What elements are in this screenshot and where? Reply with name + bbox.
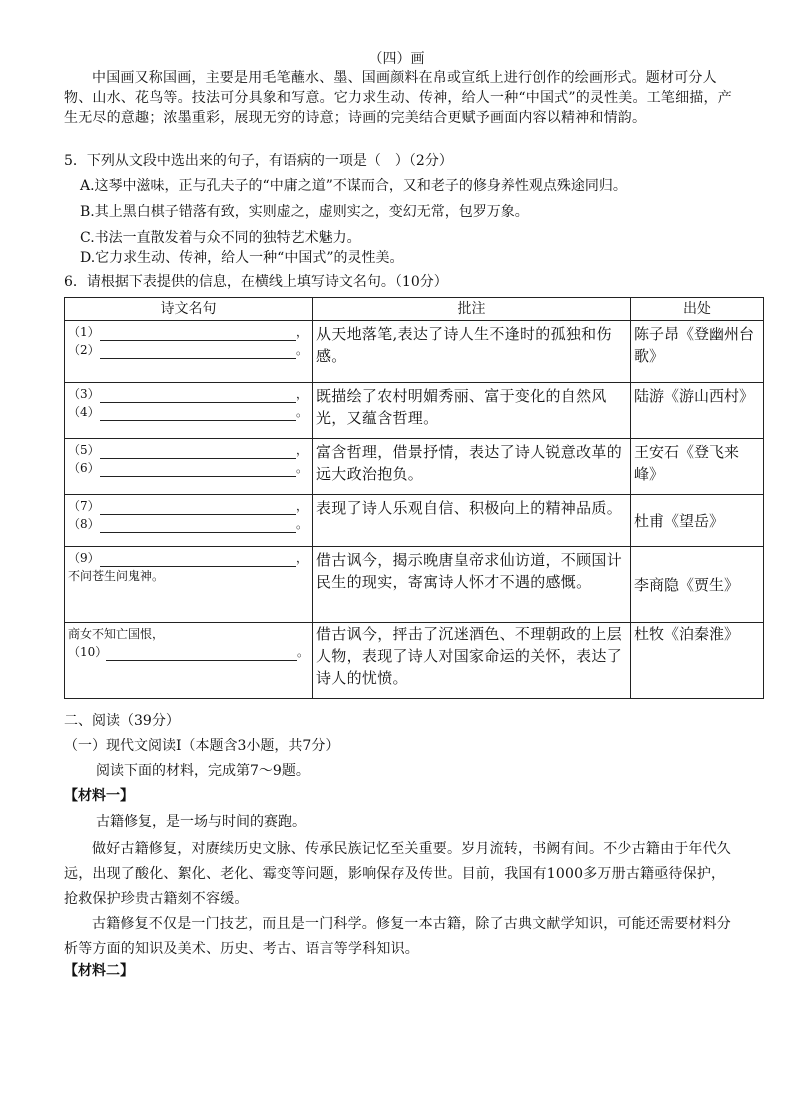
- punct: ，: [296, 387, 309, 401]
- source-cell: 陆游《游山西村》: [631, 383, 764, 439]
- verse-cell: [65, 623, 313, 699]
- header-source: 出处: [631, 298, 764, 321]
- answer-blank-8[interactable]: [100, 519, 296, 533]
- q6-stem: 6．请根据下表提供的信息，在横线上填写诗文名句。（10分）: [64, 274, 448, 290]
- punct: 。: [296, 343, 309, 357]
- punct: 。: [296, 517, 309, 531]
- material-one-p3: 古籍修复不仅是一门技艺，而且是一门科学。修复一本古籍，除了古典文献学知识，可能还需要材料分析等方面的知识及美术、历史、考古、语言等学科知识。: [64, 916, 731, 957]
- answer-blank-4[interactable]: [100, 407, 296, 421]
- verse-cell: [65, 321, 313, 383]
- blank-number: （5）: [68, 443, 100, 457]
- note-cell: 从天地落笔,表达了诗人生不逢时的孤独和伤感。: [313, 321, 631, 383]
- table-row: [65, 495, 764, 547]
- material-two-label: 【材料二】: [64, 963, 134, 979]
- answer-blank-1[interactable]: [100, 327, 296, 341]
- blank-number: （10）: [68, 645, 108, 659]
- blank-number: （6）: [68, 461, 100, 475]
- punct: ，: [296, 499, 309, 513]
- blank-number: （9）: [68, 551, 100, 565]
- verse-cell: [65, 495, 313, 547]
- note-cell: 富含哲理，借景抒情，表达了诗人锐意改革的远大政治抱负。: [313, 439, 631, 495]
- q5-option-a: A.这琴中滋味，正与孔夫子的“中庸之道”不谋而合，又和老子的修身养性观点殊途同归。: [80, 178, 627, 194]
- note-cell: 借古讽今，抨击了沉迷酒色、不理朝政的上层人物，表现了诗人对国家命运的关怀，表达了诗人的忧愤。: [313, 623, 631, 699]
- material-one-p1: 古籍修复，是一场与时间的赛跑。: [96, 814, 306, 830]
- reading-title: 二、阅读（39分）: [64, 713, 180, 729]
- poem-table: [64, 297, 764, 699]
- blank-number: （8）: [68, 517, 100, 531]
- header-note: 批注: [313, 298, 631, 321]
- note-cell: 表现了诗人乐观自信、积极向上的精神品质。: [313, 495, 631, 547]
- given-verse: 商女不知亡国恨，: [68, 627, 165, 641]
- blank-number: （1）: [68, 325, 100, 339]
- table-row: [65, 439, 764, 495]
- q5-option-b: B.其上黑白棋子错落有致，实则虚之，虚则实之，变幻无常，包罗万象。: [80, 204, 529, 220]
- blank-number: （7）: [68, 499, 100, 513]
- table-row: [65, 321, 764, 383]
- answer-blank-5[interactable]: [100, 445, 296, 459]
- punct: ，: [296, 325, 309, 339]
- answer-blank-6[interactable]: [100, 463, 296, 477]
- punct: ，: [296, 551, 309, 565]
- answer-blank-10[interactable]: [106, 647, 297, 661]
- painting-paragraph: 中国画又称国画，主要是用毛笔蘸水、墨、国画颜料在帛或宣纸上进行创作的绘画形式。题材可分人物、山水、花鸟等。技法可分具象和写意。它力求生动、传神，给人一种“中国式”的灵性美。工笔细描，产生无尽的意趣；浓墨重彩，展现无穷的诗意；诗画的完美结合更赋予画面内容以精神和情韵。: [64, 70, 732, 126]
- table-row: [65, 383, 764, 439]
- answer-blank-9[interactable]: [100, 553, 296, 567]
- source-cell: 王安石《登飞来峰》: [631, 439, 764, 495]
- material-one-label: 【材料一】: [64, 788, 134, 804]
- given-verse: 不问苍生问鬼神。: [68, 569, 165, 583]
- answer-blank-2[interactable]: [100, 345, 296, 359]
- source-cell: 杜牧《泊秦淮》: [631, 623, 764, 699]
- table-row: [65, 547, 764, 623]
- punct: 。: [296, 645, 309, 659]
- punct: 。: [296, 405, 309, 419]
- source-cell: 李商隐《贾生》: [631, 547, 764, 623]
- reading-subtitle: （一）现代文阅读Ⅰ（本题含3小题，共7分）: [64, 738, 340, 754]
- blank-number: （3）: [68, 387, 100, 401]
- q5-stem: 5．下列从文段中选出来的句子，有语病的一项是（ ）（2分）: [64, 153, 453, 169]
- punct: ，: [296, 443, 309, 457]
- source-cell: 陈子昂《登幽州台歌》: [631, 321, 764, 383]
- q5-option-c: C.书法一直散发着与众不同的独特艺术魅力。: [80, 230, 361, 246]
- table-row: [65, 623, 764, 699]
- verse-cell: [65, 439, 313, 495]
- material-one-p2: 做好古籍修复，对赓续历史文脉、传承民族记忆至关重要。岁月流转，书阙有间。不少古籍由于年代久远，出现了酸化、絮化、老化、霉变等问题，影响保存及传世。目前，我国有1000多万册古籍亟待保护，抢救保护珍贵古籍刻不容缓。: [64, 841, 731, 907]
- answer-blank-3[interactable]: [100, 389, 296, 403]
- source-cell: 杜甫《望岳》: [631, 495, 764, 547]
- table-header-row: [65, 298, 764, 321]
- header-verse: 诗文名句: [65, 298, 313, 321]
- answer-blank-7[interactable]: [100, 501, 296, 515]
- blank-number: （2）: [68, 343, 100, 357]
- note-cell: 既描绘了农村明媚秀丽、富于变化的自然风光，又蕴含哲理。: [313, 383, 631, 439]
- verse-cell: [65, 547, 313, 623]
- section-four-title: （四）画: [368, 51, 425, 67]
- note-cell: 借古讽今，揭示晚唐皇帝求仙访道，不顾国计民生的现实，寄寓诗人怀才不遇的感慨。: [313, 547, 631, 623]
- blank-number: （4）: [68, 405, 100, 419]
- punct: 。: [296, 461, 309, 475]
- q5-option-d: D.它力求生动、传神，给人一种“中国式”的灵性美。: [80, 250, 404, 266]
- verse-cell: [65, 383, 313, 439]
- reading-instruction: 阅读下面的材料，完成第7～9题。: [96, 763, 310, 779]
